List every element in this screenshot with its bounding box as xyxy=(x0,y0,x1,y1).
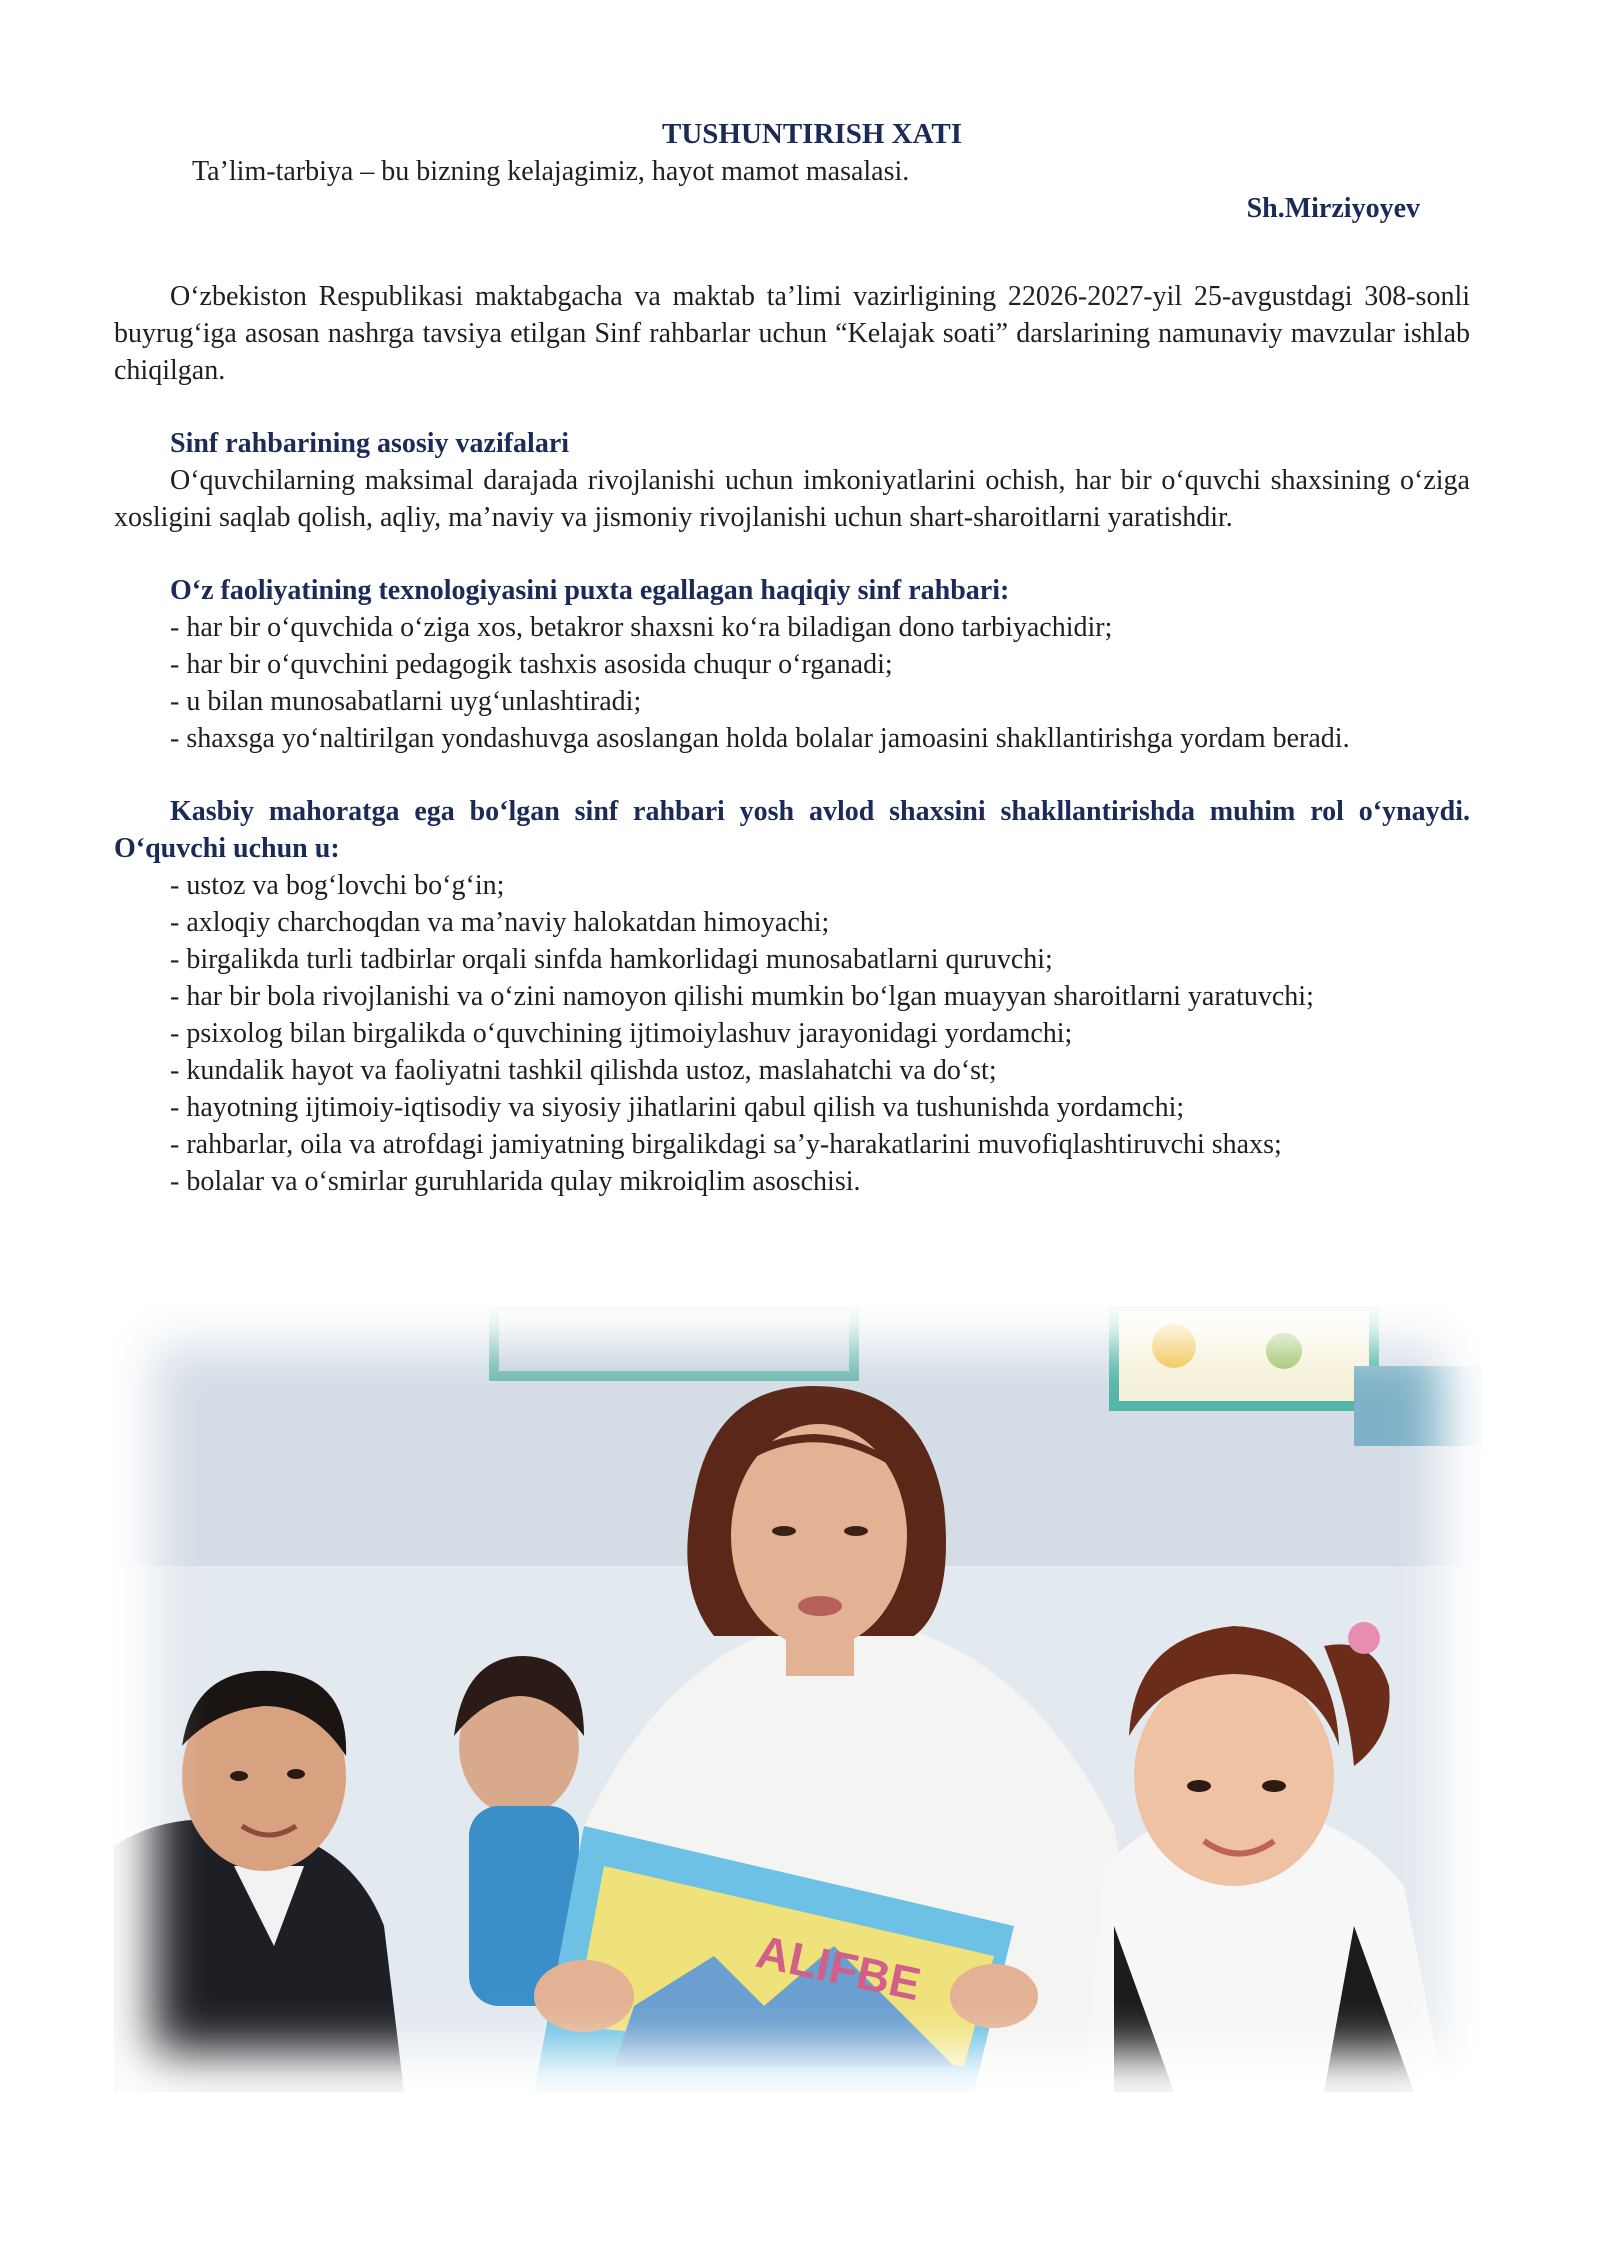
document-title: TUSHUNTIRISH XATI xyxy=(661,118,962,150)
spacer xyxy=(114,389,1470,425)
intro-paragraph: O‘zbekiston Respublikasi maktabgacha va maktab ta’limi vazirligining 22026-2027-yil 25-avgustdagi 308-sonli buyrug‘iga asosan nashrga tavsiya etilgan Sinf rahbarlar uchun “Kelajak soati” darslarining namunaviy mavzular ishlab chiqilgan. xyxy=(114,281,1470,386)
list-item: - u bilan munosabatlarni uyg‘unlashtiradi; xyxy=(170,686,642,717)
section1-paragraph: O‘quvchilarning maksimal darajada rivojlanishi uchun imkoniyatlarini ochish, har bir o‘quvchi shaxsining o‘ziga xosligini saqlab qolish, aqliy, ma’naviy va jismoniy rivojlanishi uchun shart-sharoitlarni yaratishdir. xyxy=(114,465,1470,533)
section3-heading: Kasbiy mahoratga ega bo‘lgan sinf rahbari yosh avlod shaxsini shakllantirishda muhim rol o‘ynaydi. O‘quvchi uchun u: xyxy=(114,796,1470,864)
section1-heading: Sinf rahbarining asosiy vazifalari xyxy=(170,428,570,459)
list-item: - shaxsga yo‘naltirilgan yondashuvga asoslangan holda bolalar jamoasini shakllantirishga yordam beradi. xyxy=(170,723,1350,754)
section2-list xyxy=(114,609,1470,757)
list-item: - hayotning ijtimoiy-iqtisodiy va siyosiy jihatlarini qabul qilish va tushunishda yordamchi; xyxy=(170,1092,1185,1123)
epigraph-author: Sh.Mirziyoyev xyxy=(1246,193,1420,224)
section3-list xyxy=(114,867,1470,1200)
list-item: - har bir bola rivojlanishi va o‘zini namoyon qilishi mumkin bo‘lgan muayyan sharoitlarni yaratuvchi; xyxy=(170,981,1314,1012)
document-page xyxy=(114,116,1470,1200)
wall-poster xyxy=(1114,1306,1374,1406)
epigraph-quote: Ta’lim-tarbiya – bu bizning kelajagimiz, hayot mamot masalasi. xyxy=(192,156,910,187)
book-cover-title: ALIFBE xyxy=(751,1924,926,2011)
spacer xyxy=(114,536,1470,572)
section2-heading: O‘z faoliyatining texnologiyasini puxta egallagan haqiqiy sinf rahbari: xyxy=(170,575,1010,606)
list-item: - rahbarlar, oila va atrofdagi jamiyatning birgalikdagi sa’y-harakatlarini muvofiqlashtiruvchi shaxs; xyxy=(170,1129,1282,1160)
list-item: - axloqiy charchoqdan va ma’naviy halokatdan himoyachi; xyxy=(170,907,830,938)
list-item: - har bir o‘quvchini pedagogik tashxis asosida chuqur o‘rganadi; xyxy=(170,649,893,680)
list-item: - psixolog bilan birgalikda o‘quvchining ijtimoiylashuv jarayonidagi yordamchi; xyxy=(170,1018,1073,1049)
list-item: - birgalikda turli tadbirlar orqali sinfda hamkorlidagi munosabatlarni quruvchi; xyxy=(170,944,1053,975)
spacer xyxy=(114,757,1470,793)
list-item: - har bir o‘quvchida o‘ziga xos, betakror shaxsni ko‘ra biladigan dono tarbiyachidir; xyxy=(170,612,1113,643)
list-item: - bolalar va o‘smirlar guruhlarida qulay mikroiqlim asoschisi. xyxy=(170,1166,861,1197)
classroom-photo xyxy=(114,1306,1482,2092)
wall-board xyxy=(494,1306,854,1376)
list-item: - kundalik hayot va faoliyatni tashkil qilishda ustoz, maslahatchi va do‘st; xyxy=(170,1055,997,1086)
spacer xyxy=(114,227,1470,278)
list-item: - ustoz va bog‘lovchi bo‘g‘in; xyxy=(170,870,505,901)
